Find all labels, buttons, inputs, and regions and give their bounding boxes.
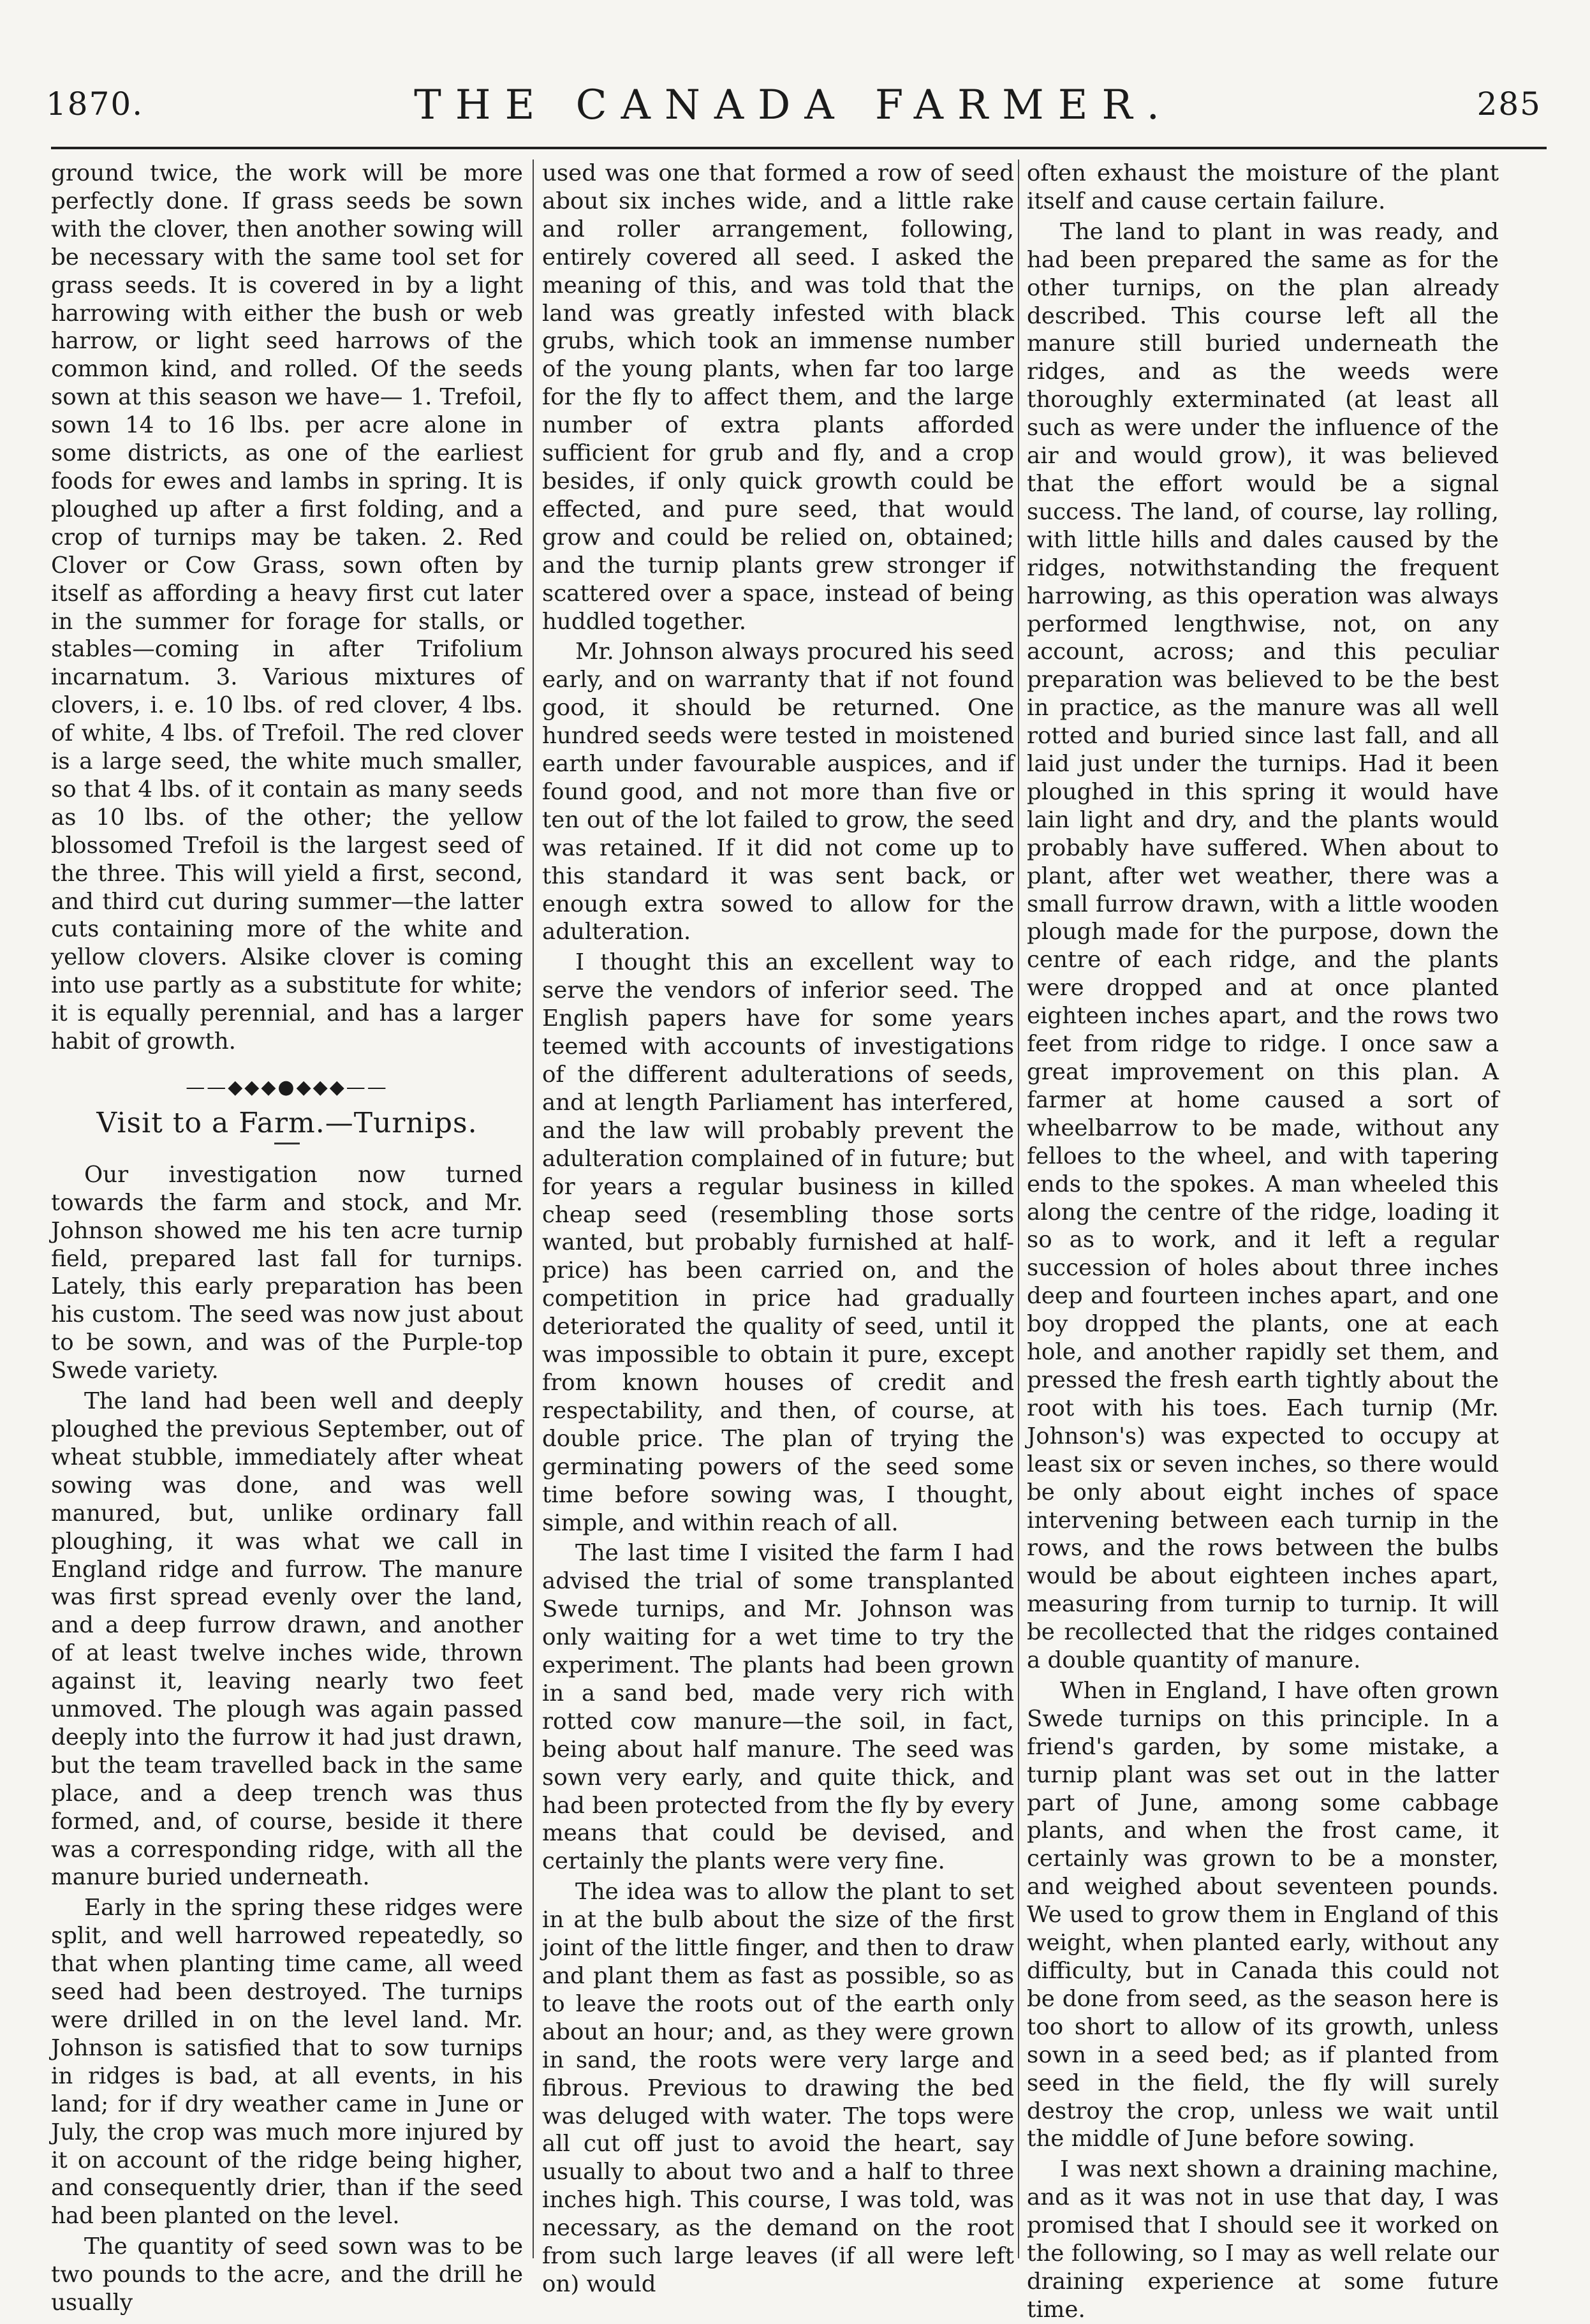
column-3 [1027,159,1499,2323]
paragraph: I thought this an excellent way to serve the vendors of inferior seed. The English papers have for some years teemed with accounts of investigations of the different adulterations of seeds, and at length Parliament has interfered, and the law will probably prevent the adulteration complained of in future; but for years a regular business in killed cheap seed (resembling those sorts wanted, but probably furnished at half-price) has been carried on, and the competition in price had gradually deteriorated the quality of seed, until it was impossible to obtain it pure, except from known houses of credit and respectability, and then, of course, at double price. The plan of trying the germinating powers of the seed some time before sowing was, I thought, simple, and within reach of all. [542,949,1014,1536]
issue-year: 1870. [46,85,144,122]
paragraph: The quantity of seed sown was to be two pounds to the acre, and the drill he usually [51,2233,523,2316]
section-ornament: ——◆◆◆●◆◆◆—— [186,1076,388,1099]
paragraph: I was next shown a draining machine, and as it was not in use that day, I was promised that I should see it worked on the following, so I may as well relate our draining experience at some future time. [1027,2156,1499,2323]
paragraph: The land had been well and deeply ploughed the previous September, out of wheat stubble, immediately after wheat sowing was done, and was well manured, but, unlike ordinary fall ploughing, it was what we call in England ridge and furrow. The manure was first spread evenly over the land, and a deep furrow drawn, and another of at least twelve inches wide, thrown against it, leaving nearly two feet unmoved. The plough was again passed deeply into the furrow it had just drawn, but the team travelled back in the same place, and a deep trench was thus formed, and, of course, beside it there was a corresponding ridge, with all the manure buried underneath. [51,1388,523,1891]
paragraph: used was one that formed a row of seed about six inches wide, and a little rake and roller arrangement, following, entirely covered all seed. I asked the meaning of this, and was told that the land was greatly infested with black grubs, which took an immense number of the young plants, when far too large for the fly to affect them, and the large number of extra plants afforded sufficient for grub and fly, and a crop besides, if only quick growth could be effected, and pure seed, that would grow and could be relied on, obtained; and the turnip plants grew stronger if scattered over a space, instead of being huddled together. [542,160,1014,635]
paragraph: The last time I visited the farm I had advised the trial of some transplanted Swede turnips, and Mr. Johnson was only waiting for a wet time to try the experiment. The plants had been grown in a sand bed, made very rich with rotted cow manure—the soil, in fact, being about half manure. The seed was sown very early, and quite thick, and had been protected from the fly by every means that could be devised, and certainly the plants were very fine. [542,1540,1014,1875]
article-heading: Visit to a Farm.—Turnips. [96,1106,478,1139]
paragraph: Early in the spring these ridges were split, and well harrowed repeatedly, so that when planting time came, all weed seed had been destroyed. The turnips were drilled in on the level land. Mr. Johnson is satisfied that to sow turnips in ridges is bad, at all events, in his land; for if dry weather came in June or July, the crop was much more injured by it on account of the ridge being higher, and consequently drier, than if the seed had been planted on the level. [51,1895,523,2230]
paragraph: When in England, I have often grown Swede turnips on this principle. In a friend's garden, by some mistake, a turnip plant was set out in the latter part of June, among some cabbage plants, and when the frost came, it certainly was grown to be a monster, and weighed about seventeen pounds. We used to grow them in England of this weight, when planted early, without any difficulty, but in Canada this could not be done from seed, as the season here is too short to allow of its growth, unless sown in a seed bed; as if planted from seed in the field, the fly will surely destroy the crop, unless we wait until the middle of June before sowing. [1027,1677,1499,2152]
column-2 [542,159,1014,2297]
newspaper-title: THE CANADA FARMER. [414,82,1174,129]
paragraph: ground twice, the work will be more perfectly done. If grass seeds be sown with the clover, then another sowing will be necessary with the same tool set for grass seeds. It is covered in by a light harrowing with either the bush or web harrow, or light seed harrows of the common kind, and rolled. Of the seeds sown at this season we have— 1. Trefoil, sown 14 to 16 lbs. per acre alone in some districts, as one of the earliest foods for ewes and lambs in spring. It is ploughed up after a first folding, and a crop of turnips may be taken. 2. Red Clover or Cow Grass, sown often by itself as affording a heavy first cut later in the summer for forage for stalls, or stables—coming in after Trifolium incarnatum. 3. Various mixtures of clovers, i. e. 10 lbs. of red clover, 4 lbs. of white, 4 lbs. of Trefoil. The red clover is a large seed, the white much smaller, so that 4 lbs. of it contain as many seeds as 10 lbs. of the other; the yellow blossomed Trefoil is the largest seed of the three. This will yield a first, second, and third cut during summer—the latter cuts containing more of the white and yellow clovers. Alsike clover is coming into use partly as a substitute for white; it is equally perennial, and has a larger habit of growth. [51,160,523,1055]
paragraph: The land to plant in was ready, and had been prepared the same as for the other turnips, on the plan already described. This course left all the manure still buried underneath the ridges, and as the weeds were thoroughly exterminated (at least all such as were under the influence of the air and would grow), it was believed that the effort would be a signal success. The land, of course, lay rolling, with little hills and dales caused by the ridges, notwithstanding the frequent harrowing, as this operation was always performed lengthwise, not, on any account, across; and this peculiar preparation was believed to be the best in practice, as the manure was all well rotted and buried since last fall, and all laid just under the turnips. Had it been ploughed in this spring it would have lain light and dry, and the plants would probably have suffered. When about to plant, after wet weather, there was a small furrow drawn, with a little wooden plough made for the purpose, down the centre of each ridge, and the plants were dropped and at once planted eighteen inches apart, and the rows two feet from ridge to ridge. I once saw a great improvement on this plan. A farmer at home caused a sort of wheelbarrow to be made, without any felloes to the wheel, and with tapering ends to the spokes. A man wheeled this along the centre of the ridge, loading it so as to work, and it left a regular succession of holes about three inches deep and fourteen inches apart, and one boy dropped the plants, one at each hole, and another rapidly set them, and pressed the fresh earth tightly about the root with his toes. Each turnip (Mr. Johnson's) was expected to occupy at least six or seven inches, so there would be only about eight inches of space intervening between each turnip in the rows, and the rows between the bulbs would be about eighteen inches apart, measuring from turnip to turnip. It will be recollected that the ridges contained a double quantity of manure. [1027,218,1499,1674]
column-1 [51,159,523,2316]
column-divider [1018,159,1019,2258]
column-divider [533,159,534,2258]
paragraph: often exhaust the moisture of the plant itself and cause certain failure. [1027,160,1499,214]
page-number: 285 [1476,85,1542,122]
header-rule [51,147,1547,149]
masthead [46,82,1542,143]
heading-rule [274,1143,300,1144]
paragraph: The idea was to allow the plant to set in at the bulb about the size of the first joint of the little finger, and then to draw and plant them as fast as possible, so as to leave the roots out of the earth only about an hour; and, as they were grown in sand, the roots were very large and fibrous. Previous to drawing the bed was deluged with water. The tops were all cut off just to avoid the heart, say usually to about two and a half to three inches high. This course, I was told, was necessary, as the demand on the root from such large leaves (if all were left on) would [542,1879,1014,2297]
paragraph: Our investigation now turned towards the farm and stock, and Mr. Johnson showed me his ten acre turnip field, prepared last fall for turnips. Lately, this early preparation has been his custom. The seed was now just about to be sown, and was of the Purple-top Swede variety. [51,1161,523,1384]
paragraph: Mr. Johnson always procured his seed early, and on warranty that if not found good, it should be returned. One hundred seeds were tested in moistened earth under favourable auspices, and if found good, and not more than five or ten out of the lot failed to grow, the seed was retained. If it did not come up to this standard it was sent back, or enough extra sowed to allow for the adulteration. [542,639,1014,945]
